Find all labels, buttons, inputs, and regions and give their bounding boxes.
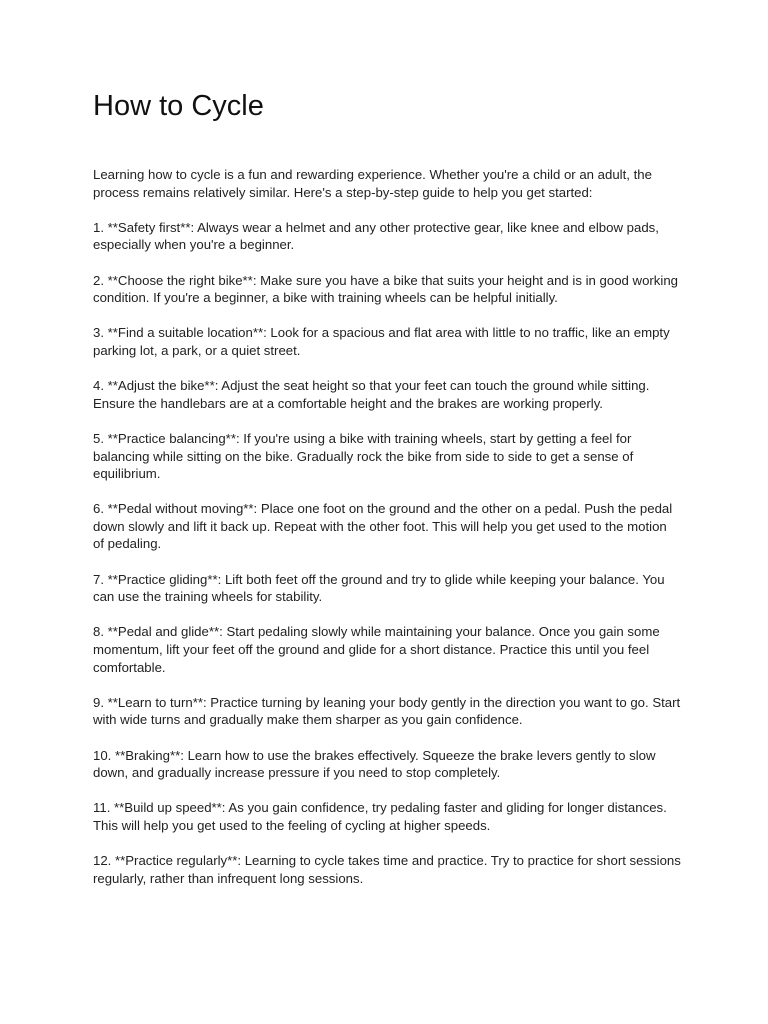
intro-paragraph: Learning how to cycle is a fun and rewarding experience. Whether you're a child or an adult, the process remains relatively similar. Here's a step-by-step guide to help you get started: xyxy=(93,167,652,200)
page-title: How to Cycle xyxy=(93,90,264,122)
step-3: 3. **Find a suitable location**: Look for a spacious and flat area with little to no traffic, like an empty parking lot, a park, or a quiet street. xyxy=(93,325,670,358)
step-4: 4. **Adjust the bike**: Adjust the seat height so that your feet can touch the ground while sitting. Ensure the handlebars are at a comfortable height and the brakes are working properly. xyxy=(93,378,650,411)
step-6: 6. **Pedal without moving**: Place one foot on the ground and the other on a pedal. Push the pedal down slowly and lift it back up. Repeat with the other foot. This will help you get used to the motion of pedaling. xyxy=(93,501,673,552)
step-7: 7. **Practice gliding**: Lift both feet off the ground and try to glide while keeping your balance. You can use the training wheels for stability. xyxy=(93,571,665,605)
step-10: 10. **Braking**: Learn how to use the brakes effectively. Squeeze the brake levers gently to slow down, and gradually increase pressure if you need to stop completely. xyxy=(93,747,656,781)
step-12: 12. **Practice regularly**: Learning to cycle takes time and practice. Try to practice for short sessions regularly, rather than infrequent long sessions. xyxy=(93,853,681,886)
step-9: 9. **Learn to turn**: Practice turning by leaning your body gently in the direction you want to go. Start with wide turns and gradually make them sharper as you gain confidence. xyxy=(93,694,681,728)
step-1: 1. **Safety first**: Always wear a helmet and any other protective gear, like knee and elbow pads, especially when you're a beginner. xyxy=(93,219,659,253)
step-11: 11. **Build up speed**: As you gain confidence, try pedaling faster and gliding for longer distances. This will help you get used to the feeling of cycling at higher speeds. xyxy=(93,800,667,833)
document-page xyxy=(93,86,681,905)
step-2: 2. **Choose the right bike**: Make sure you have a bike that suits your height and is in good working condition. If you're a beginner, a bike with training wheels can be helpful initially. xyxy=(93,272,678,306)
step-5: 5. **Practice balancing**: If you're using a bike with training wheels, start by getting a feel for balancing while sitting on the bike. Gradually rock the bike from side to side to get a sense of equilibrium. xyxy=(93,430,634,482)
step-8: 8. **Pedal and glide**: Start pedaling slowly while maintaining your balance. Once you gain some momentum, lift your feet off the ground and glide for a short distance. Practice this until you feel comfortable. xyxy=(93,624,660,675)
